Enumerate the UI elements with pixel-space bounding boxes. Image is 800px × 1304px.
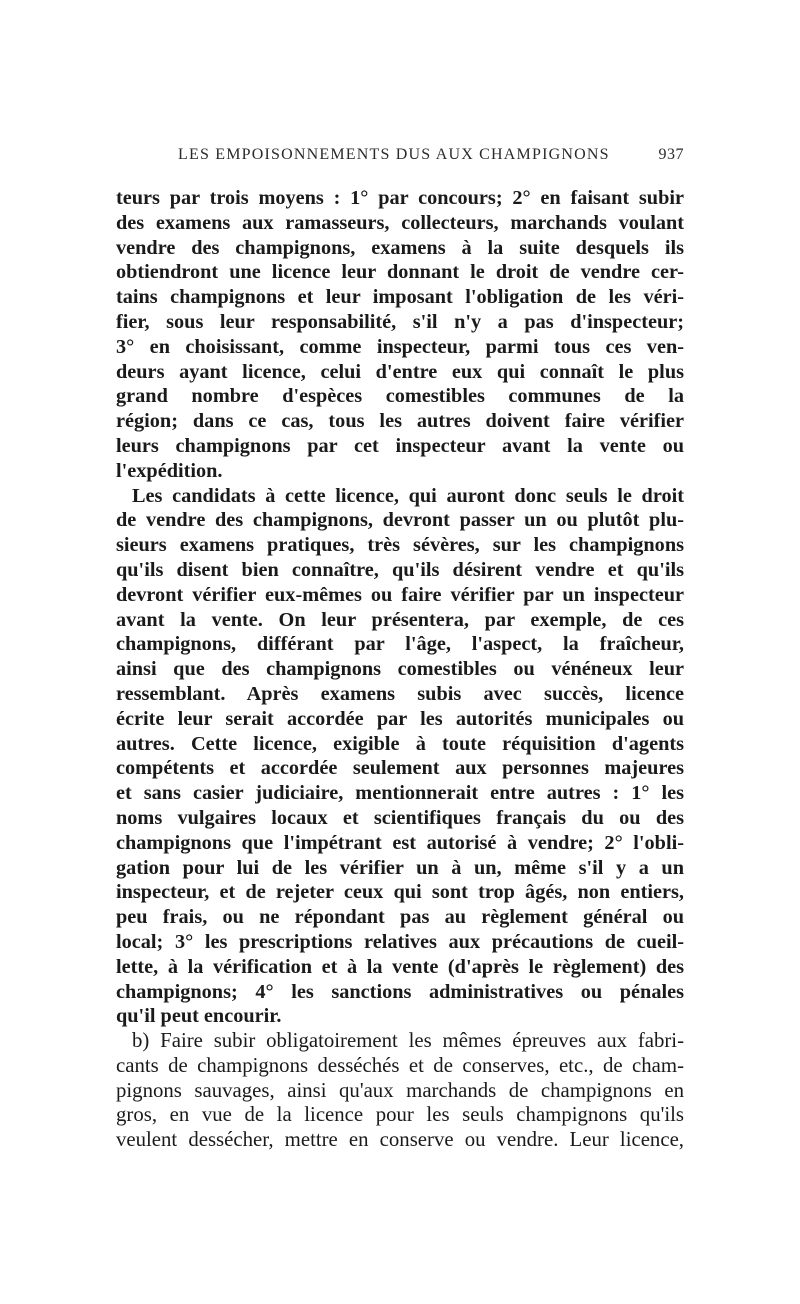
text-line: Les candidats à cette licence, qui auront donc seuls le droit [132,484,684,507]
text-line: champignons que l'impétrant est autorisé à vendre; 2° l'obli- [116,831,684,854]
page-number: 937 [658,146,684,163]
text-line: inspecteur, et de rejeter ceux qui sont trop âgés, non entiers, [116,881,684,904]
text-line: autres. Cette licence, exigible à toute réquisition d'agents [116,732,684,755]
text-line: teurs par trois moyens : 1° par concours; 2° en faisant subir [116,187,684,209]
text-line: leurs champignons par cet inspecteur avant la vente ou [116,434,684,457]
chapter-title: LES EMPOISONNEMENTS DUS AUX CHAMPIGNONS [178,146,610,163]
text-line: champignons, différant par l'âge, l'aspect, la fraîcheur, [116,633,684,656]
text-line: qu'il peut encourir. [116,1005,282,1028]
text-line: noms vulgaires locaux et scientifiques français du ou des [116,806,684,829]
text-line: vendre des champignons, examens à la suite desquels ils [116,236,684,259]
text-line: écrite leur serait accordée par les autorités municipales ou [116,707,684,730]
text-line: veulent dessécher, mettre en conserve ou vendre. Leur licence, [116,1128,684,1152]
text-line: peu frais, ou ne répondant pas au règlement général ou [116,906,684,929]
body-text [116,186,684,1153]
text-line: ainsi que des champignons comestibles ou vénéneux leur [116,658,684,681]
text-line: sieurs examens pratiques, très sévères, sur les champignons [116,534,684,557]
text-line: région; dans ce cas, tous les autres doivent faire vérifier [116,410,684,433]
text-line: fier, sous leur responsabilité, s'il n'y a pas d'inspecteur; [116,310,684,333]
text-line: gation pour lui de les vérifier un à un, même s'il y a un [116,856,684,879]
text-line: pignons sauvages, ainsi qu'aux marchands de champignons en [116,1078,684,1102]
text-line: champignons; 4° les sanctions administratives ou pénales [116,980,684,1003]
text-line: deurs ayant licence, celui d'entre eux qui connaît le plus [116,360,684,383]
text-line: 3° en choisissant, comme inspecteur, parmi tous ces ven- [116,335,684,358]
text-line: de vendre des champignons, devront passer un ou plutôt plu- [116,509,684,532]
text-line: grand nombre d'espèces comestibles communes de la [116,385,684,408]
text-line: ressemblant. Après examens subis avec succès, licence [116,682,684,705]
text-line: tains champignons et leur imposant l'obligation de les véri- [116,286,684,309]
text-line: b) Faire subir obligatoirement les mêmes épreuves aux fabri- [132,1029,684,1053]
text-line: des examens aux ramasseurs, collecteurs, marchands voulant [116,211,684,234]
text-line: qu'ils disent bien connaître, qu'ils désirent vendre et qu'ils [116,558,684,581]
text-line: cants de champignons desséchés et de conserves, etc., de cham- [116,1053,684,1077]
text-line: gros, en vue de la licence pour les seuls champignons qu'ils [116,1103,684,1127]
text-line: et sans casier judiciaire, mentionnerait entre autres : 1° les [116,782,684,805]
text-line: devront vérifier eux-mêmes ou faire vérifier par un inspecteur [116,583,684,606]
text-line: compétents et accordée seulement aux personnes majeures [116,757,684,780]
text-line: avant la vente. On leur présentera, par exemple, de ces [116,608,684,631]
text-line: l'expédition. [116,459,223,482]
text-line: obtiendront une licence leur donnant le droit de vendre cer- [116,261,684,284]
running-header [116,146,684,170]
text-line: lette, à la vérification et à la vente (d'après le règlement) des [116,955,684,978]
text-line: local; 3° les prescriptions relatives aux précautions de cueil- [116,930,684,953]
